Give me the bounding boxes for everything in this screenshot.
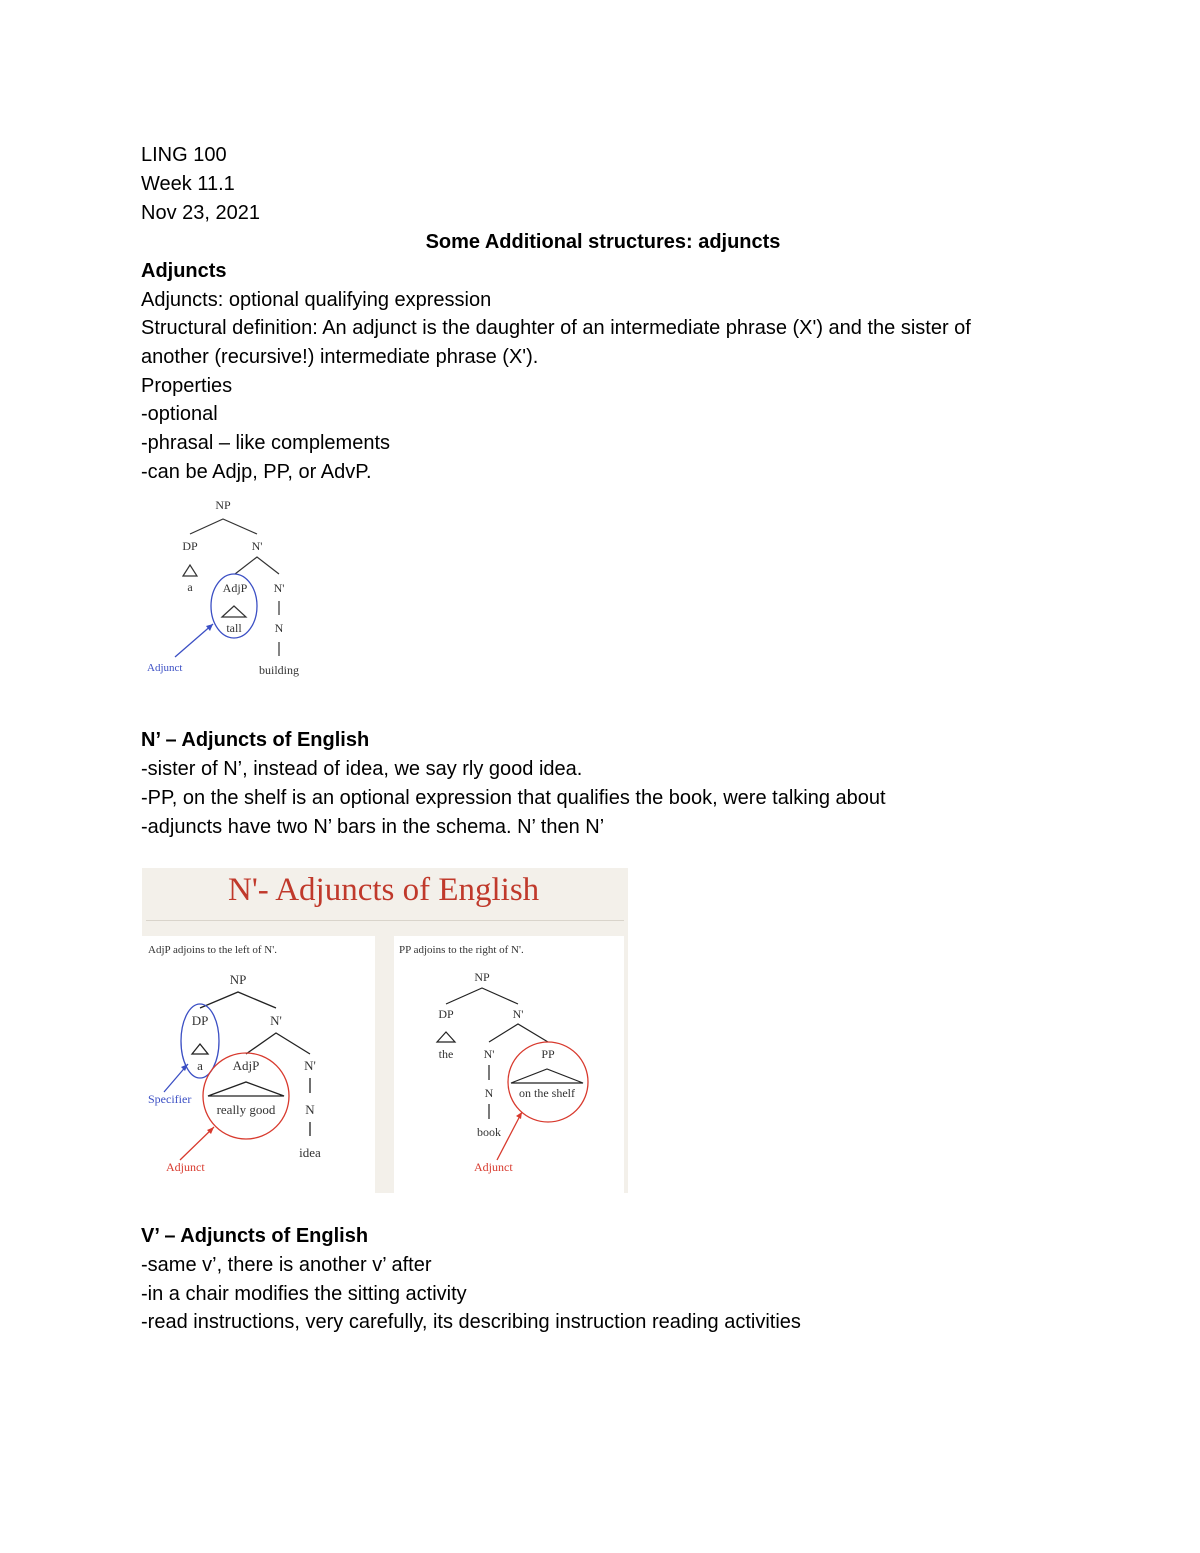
right-np-branch xyxy=(446,988,518,1004)
left-adjp-node: AdjP xyxy=(232,1058,260,1073)
tree1-det: a xyxy=(187,580,193,594)
tree1-adjp-node: AdjP xyxy=(222,581,248,595)
left-det: a xyxy=(197,1058,203,1073)
tree1-noun-word: building xyxy=(258,663,300,677)
left-np-node: NP xyxy=(229,972,247,987)
right-adjunct-label: Adjunct xyxy=(474,1160,513,1174)
properties-label: Properties xyxy=(141,375,233,397)
adjuncts-heading: Adjuncts xyxy=(141,260,227,282)
week-label: Week 11.1 xyxy=(141,173,235,195)
slide-left-panel xyxy=(142,936,375,1193)
lecture-slide xyxy=(142,868,628,1193)
nbar-line-1: -sister of N’, instead of idea, we say rly good idea. xyxy=(141,758,583,780)
adjuncts-line-3: another (recursive!) intermediate phrase (X'). xyxy=(141,346,539,368)
tree1-np-node: NP xyxy=(215,498,231,512)
tree1-nbar2-node: N' xyxy=(273,581,285,595)
tree1-dp-triangle xyxy=(183,565,197,576)
tree1-adjp-triangle xyxy=(222,606,246,617)
slide-right-caption: PP adjoins to the right of N'. xyxy=(399,944,524,956)
slide-left-caption: AdjP adjoins to the left of N'. xyxy=(148,944,277,956)
slide-title-rule xyxy=(146,920,624,921)
vbar-line-3: -read instructions, very carefully, its describing instruction reading activities xyxy=(141,1311,801,1333)
right-nbar-node: N' xyxy=(512,1007,524,1021)
right-pp-triangle xyxy=(511,1069,583,1083)
right-n-node: N xyxy=(484,1086,494,1100)
left-adjunct-label: Adjunct xyxy=(166,1160,205,1174)
vbar-line-2: -in a chair modifies the sitting activity xyxy=(141,1283,467,1305)
slide-right-panel xyxy=(394,936,624,1193)
slide-title: N'- Adjuncts of English xyxy=(228,872,540,908)
left-noun-word: idea xyxy=(299,1145,321,1160)
left-adjp-triangle xyxy=(208,1082,284,1096)
property-types: -can be Adjp, PP, or AdvP. xyxy=(141,461,372,483)
left-dp-triangle xyxy=(192,1044,208,1054)
tree1-adjunct-label: Adjunct xyxy=(147,662,183,674)
page-title: Some Additional structures: adjuncts xyxy=(425,231,781,253)
left-nbar-node: N' xyxy=(270,1013,282,1028)
date-label: Nov 23, 2021 xyxy=(141,202,260,224)
property-phrasal: -phrasal – like complements xyxy=(141,432,390,454)
adjuncts-line-2: Structural definition: An adjunct is the daughter of an intermediate phrase (X') and the sister of xyxy=(141,317,971,339)
left-specifier-label: Specifier xyxy=(148,1092,192,1106)
right-noun-word: book xyxy=(477,1125,501,1139)
tree1-nbar-node: N' xyxy=(251,539,263,553)
right-pp-words: on the shelf xyxy=(519,1086,575,1100)
adjunct-tree-diagram xyxy=(140,492,320,682)
left-adj-words: really good xyxy=(216,1102,276,1117)
right-np-node: NP xyxy=(474,970,490,984)
right-dp-node: DP xyxy=(438,1007,454,1021)
tree1-dp-node: DP xyxy=(182,539,198,553)
right-dp-triangle xyxy=(437,1032,455,1042)
right-pp-node: PP xyxy=(541,1047,555,1061)
nbar-line-3: -adjuncts have two N’ bars in the schema. N’ then N’ xyxy=(141,816,605,838)
left-np-branch xyxy=(200,992,276,1008)
adjuncts-line-1: Adjuncts: optional qualifying expression xyxy=(141,289,492,311)
nbar-line-2: -PP, on the shelf is an optional expression that qualifies the book, were talking about xyxy=(141,787,886,809)
tree1-nbar-branch xyxy=(235,557,279,574)
vbar-heading: V’ – Adjuncts of English xyxy=(141,1225,369,1247)
tree1-adj-word: tall xyxy=(226,621,242,635)
right-det: the xyxy=(438,1047,454,1061)
tree1-np-branch xyxy=(190,519,257,534)
left-nbar2-node: N' xyxy=(304,1058,316,1073)
left-adjunct-arrow xyxy=(180,1127,214,1160)
right-nbar-branch xyxy=(489,1024,548,1042)
nbar-heading: N’ – Adjuncts of English xyxy=(141,729,370,751)
vbar-line-1: -same v’, there is another v’ after xyxy=(141,1254,432,1276)
left-dp-node: DP xyxy=(191,1013,209,1028)
left-nbar-branch xyxy=(246,1033,310,1054)
left-n-node: N xyxy=(305,1102,315,1117)
tree1-n-node: N xyxy=(274,621,284,635)
course-name: LING 100 xyxy=(141,144,227,166)
right-nbar2-node: N' xyxy=(483,1047,495,1061)
property-optional: -optional xyxy=(141,403,218,425)
tree1-adjunct-arrow xyxy=(175,624,213,657)
